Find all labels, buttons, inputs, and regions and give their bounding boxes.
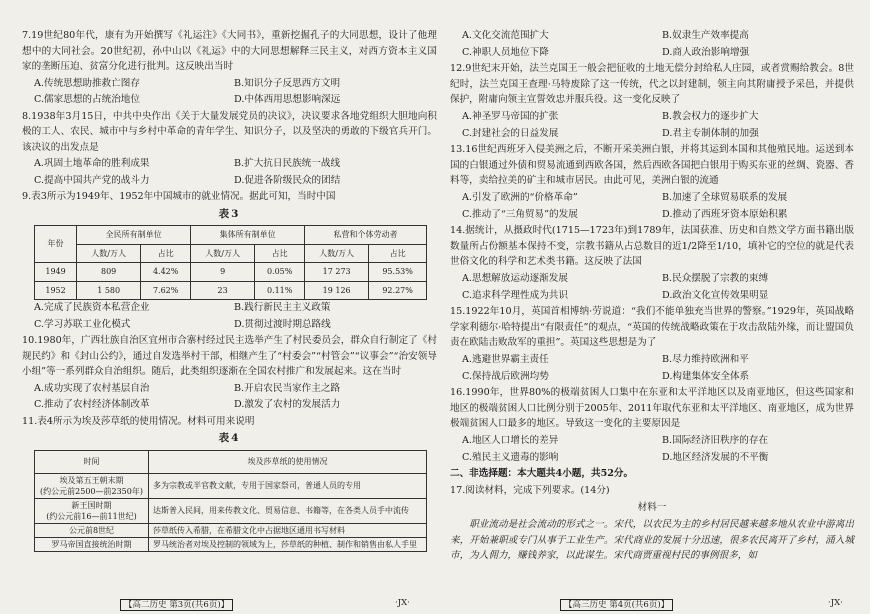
question-10	[22, 333, 437, 413]
option-row	[22, 300, 437, 316]
option-row	[22, 173, 437, 189]
table-cell: 0.05%	[255, 263, 305, 282]
option-a[interactable]: A.完成了民族资本私营企业	[34, 302, 150, 313]
table-subheader-row	[35, 244, 427, 263]
option-a[interactable]: A.思想解放运动逐渐发展	[462, 273, 568, 284]
option-row	[22, 156, 437, 172]
right-footer	[560, 598, 673, 610]
option-b[interactable]: B.民众摆脱了宗教的束缚	[662, 273, 769, 284]
left-footer	[120, 598, 233, 610]
option-a[interactable]: A.地区人口增长的差异	[462, 435, 559, 446]
option-b[interactable]: B.知识分子反思西方文明	[234, 77, 341, 89]
question-stem: 16.1990年，世界80%的极端贫困人口集中在东亚和太平洋地区以及南亚地区，但这些国家和地区的极端贫困人口比例分别于2005年、2011年取代东亚和太平洋地区、南亚地区，成为世界极端贫困人口最多的地区。导致这一变化的主要原因是	[450, 387, 854, 429]
option-row	[22, 92, 437, 108]
question-13	[450, 142, 854, 222]
table-cell: 9	[191, 263, 255, 282]
option-row	[22, 381, 437, 397]
table-header-cell: 时间	[35, 450, 149, 473]
right-footer-code: ·JX·	[828, 598, 843, 608]
table-cell: 95.53%	[369, 263, 427, 282]
question-stem: 10.1980年，广西壮族自治区宜州市合寨村经过民主选举产生了村民委员会，群众自行制定了《村规民约》和《封山公约》，通过自发选举村干部，相继产生了“村委会”“村管会”“议事会”“治安领导小组”等一系列群众自治组织。随后，此类组织逐渐在全国农村推广和发展起来。这在当时	[22, 335, 437, 377]
option-c[interactable]: C.神职人员地位下降	[462, 46, 549, 58]
option-b[interactable]: B.国际经济旧秩序的存在	[662, 435, 769, 446]
left-page	[22, 28, 437, 552]
option-row	[22, 76, 437, 92]
option-d[interactable]: D.地区经济发展的不平衡	[662, 451, 769, 463]
table-header-cell: 集体所有制单位	[191, 226, 305, 245]
table-cell: 新王国时期 (约公元前16—前11世纪)	[35, 498, 149, 523]
option-row	[450, 109, 854, 125]
table-cell: 达斯普入民间，用来传教文化、贸易信息、书籍等，在各类人员手中流传	[149, 498, 427, 523]
table-header-cell: 人数/万人	[77, 244, 141, 263]
option-c[interactable]: C.推动了“三角贸易”的发展	[462, 208, 578, 220]
option-row	[450, 288, 854, 304]
table-cell: 23	[191, 281, 255, 300]
question-9	[22, 189, 437, 332]
question-stem: 7.19世纪80年代，康有为开始撰写《礼运注》《大同书》，重新挖掘孔子的大同思想，设计了他理想中的大同社会。20世纪初，孙中山以《礼运》中的大同思想解释三民主义，对西方资本主义国家的垄断压迫、贫富分化进行批判。这反映出当时	[22, 30, 437, 72]
question-stem: 8.1938年3月15日，中共中央作出《关于大量发展党员的决议》，决议要求各地党组织大胆地向积极的工人、农民、城市中与乡村中革命的青年学生、知识分子，以及坚决的勇敢的下级官兵开门。该决议的出发点是	[22, 110, 437, 153]
question-17-stem: 17.阅读材料，完成下列要求。(14分)	[450, 485, 610, 496]
right-page	[450, 28, 854, 565]
option-row	[450, 369, 854, 385]
employment-table	[34, 225, 427, 300]
question-stem: 12.9世纪末开始，法兰克国王一般会把征收的土地无偿分封给私人庄园，或者赏赐给教会。8世纪时，法兰克国王查理·马特废除了这一传统，代之以封建制，领主向其附庸授予采邑，并提供保护，附庸向领主宣誓效忠并服兵役。这一变化反映了	[450, 63, 854, 105]
option-b[interactable]: B.奴隶生产效率提高	[662, 30, 749, 41]
table-header-cell: 占比	[255, 244, 305, 263]
option-a[interactable]: A.成功实现了农村基层自治	[34, 382, 150, 394]
material-text: 职业流动是社会流动的形式之一。宋代，以农民为主的乡村居民越来越多地从农业中游离出来，开始兼职或专门从事于工业生产。宋代商业的发展十分迅速，很多农民离开了乡村，涌入城市，为人佣力，赚钱养家，以此谋生。宋代商贾重视村民的事例很多，如	[450, 519, 854, 561]
option-row	[450, 433, 854, 449]
option-row	[22, 317, 437, 333]
option-b[interactable]: B.尽力维持欧洲和平	[662, 354, 749, 365]
page-number-box: 【高三历史 第4页(共6页)】	[560, 599, 673, 611]
table-row	[35, 523, 427, 537]
page-number-box: 【高二历史 第3页(共6页)】	[120, 599, 233, 611]
option-d[interactable]: D.贯彻过渡时期总路线	[234, 318, 331, 330]
table-row	[35, 537, 427, 551]
option-d[interactable]: D.君主专制体制的加强	[662, 127, 759, 139]
option-a[interactable]: A.逃避世界霸主责任	[462, 354, 549, 365]
table-cell: 公元前8世纪	[35, 523, 149, 537]
question-8	[22, 109, 437, 189]
option-b[interactable]: B.加速了全球贸易联系的发展	[662, 192, 788, 203]
option-c[interactable]: C.封建社会的日益发展	[462, 127, 559, 139]
table-cell: 多为宗教或半官教文献，专用于国家祭司，普通人员的专用	[149, 473, 427, 498]
question-11	[22, 414, 437, 552]
option-d[interactable]: D.构建集体安全体系	[662, 370, 750, 382]
table-header-row	[35, 450, 427, 473]
table-cell: 埃及第五王朝末期 (约公元前2500—前2350年)	[35, 473, 149, 498]
table-row	[35, 281, 427, 300]
question-12	[450, 61, 854, 141]
table-header-cell: 埃及莎草纸的使用情况	[149, 450, 427, 473]
table-cell: 1949	[35, 263, 77, 282]
option-d[interactable]: D.促进各阶级民众的团结	[234, 174, 341, 186]
option-c[interactable]: C.保持战后欧洲均势	[462, 370, 549, 382]
table-cell: 1952	[35, 281, 77, 300]
option-a[interactable]: A.巩固土地革命的胜利成果	[34, 158, 150, 169]
option-d[interactable]: D.推动了西班牙资本原始积累	[662, 208, 788, 220]
question-stem: 15.1922年10月，英国首相博纳·劳说道：“我们不能单独充当世界的警察。”1929年，英国战略学家利德尔·哈特提出“有限责任”的观点，“英国的传统战略政策在于攻击敌陆外缘，而让盟国负责在欧陆击败敌军的重担”。英国这些思想是为了	[450, 306, 854, 348]
question-stem: 9.表3所示为1949年、1952年中国城市的就业情况。据此可知，当时中国	[22, 191, 336, 202]
table-header-cell: 占比	[369, 244, 427, 263]
table-header-cell: 占比	[141, 244, 191, 263]
option-row	[450, 207, 854, 223]
option-d[interactable]: D.中体西用思想影响深远	[234, 94, 341, 105]
papyrus-table	[34, 450, 427, 552]
question-15	[450, 304, 854, 384]
option-d[interactable]: D.商人政治影响增强	[662, 46, 750, 58]
option-row	[22, 397, 437, 413]
table-cell: 罗马帝国直接统治时期	[35, 537, 149, 551]
table-cell: 罗马统治者对埃及控制的领域为上，莎草纸的种植、制作和销售由私人手里	[149, 537, 427, 551]
table-header-cell: 全民所有制单位	[77, 226, 191, 245]
question-stem: 14.据统计，从摄政时代(1715—1723年)到1789年，法国获准、历史和自然文学方面书籍出版数量所占份额基本保持不变，宗教书籍从占总数目的近1/2降至1/10，填补它的空位的就是代表世俗文化的科学和艺术类书籍。这反映了法国	[450, 225, 854, 267]
option-c[interactable]: C.殖民主义遗毒的影响	[462, 451, 559, 463]
table-cell: 0.11%	[255, 281, 305, 300]
option-row	[450, 190, 854, 206]
option-row	[450, 450, 854, 466]
option-c[interactable]: C.儒家思想的占统治地位	[34, 94, 140, 105]
option-b[interactable]: B.教会权力的逐步扩大	[662, 111, 759, 122]
option-a[interactable]: A.文化交流范围扩大	[462, 30, 549, 41]
question-16	[450, 385, 854, 465]
option-row	[450, 45, 854, 61]
option-row	[450, 126, 854, 142]
option-c[interactable]: C.提高中国共产党的战斗力	[34, 174, 150, 186]
option-b[interactable]: B.践行新民主主义政策	[234, 302, 331, 313]
option-d[interactable]: D.激发了农村的发展活力	[234, 399, 341, 410]
question-7	[22, 28, 437, 108]
question-stem: 13.16世纪西班牙入侵美洲之后，不断开采美洲白银，并将其运到本国和其他殖民地。运送到本国的白银通过外债和贸易流通到西欧各国，然后西欧各国把白银用于购买东亚的丝绸、瓷器、香料等，卖给拉美的矿主和城市居民。由此可见，美洲白银的流通	[450, 144, 854, 186]
table-cell: 19 126	[305, 281, 369, 300]
option-row	[450, 28, 854, 44]
option-c[interactable]: C.学习苏联工业化模式	[34, 318, 131, 330]
left-footer-code: ·JX·	[395, 598, 410, 608]
question-stem: 11.表4所示为埃及莎草纸的使用情况。材料可用来说明	[22, 415, 255, 427]
table-row	[35, 473, 427, 498]
option-row	[450, 271, 854, 287]
material-title: 材料一	[637, 502, 667, 513]
table-cell: 莎草纸传入希腊，在希腊文化中占据地区通用书写材料	[149, 523, 427, 537]
table-cell: 17 273	[305, 263, 369, 282]
option-a[interactable]: A.神圣罗马帝国的扩张	[462, 111, 559, 122]
table-cell: 809	[77, 263, 141, 282]
question-14	[450, 223, 854, 303]
table-header-cell: 年份	[35, 226, 77, 263]
option-a[interactable]: A.引发了欧洲的“价格革命”	[462, 192, 578, 203]
table-cell: 1 580	[77, 281, 141, 300]
table-header-row	[35, 226, 427, 245]
option-c[interactable]: C.追求科学理性成为共识	[462, 289, 568, 301]
option-c[interactable]: C.推动了农村经济体制改革	[34, 399, 150, 410]
table-cell: 4.42%	[141, 263, 191, 282]
option-b[interactable]: B.开启农民当家作主之路	[234, 382, 341, 394]
table-header-cell: 人数/万人	[305, 244, 369, 263]
table-cell: 92.27%	[369, 281, 427, 300]
section-heading: 二、非选择题：本大题共4小题，共52分。	[450, 468, 634, 479]
table-row	[35, 498, 427, 523]
option-a[interactable]: A.传统思想助推救亡图存	[34, 77, 140, 89]
table-header-cell: 人数/万人	[191, 244, 255, 263]
table-row	[35, 263, 427, 282]
option-b[interactable]: B.扩大抗日民族统一战线	[234, 158, 341, 169]
question-11-options	[450, 28, 854, 60]
table-caption: 表4	[218, 432, 241, 444]
option-row	[450, 352, 854, 368]
table-header-cell: 私营和个体劳动者	[305, 226, 427, 245]
table-caption: 表3	[218, 207, 241, 220]
table-cell: 7.62%	[141, 281, 191, 300]
option-d[interactable]: D.政治文化宣传效果明显	[662, 289, 769, 301]
